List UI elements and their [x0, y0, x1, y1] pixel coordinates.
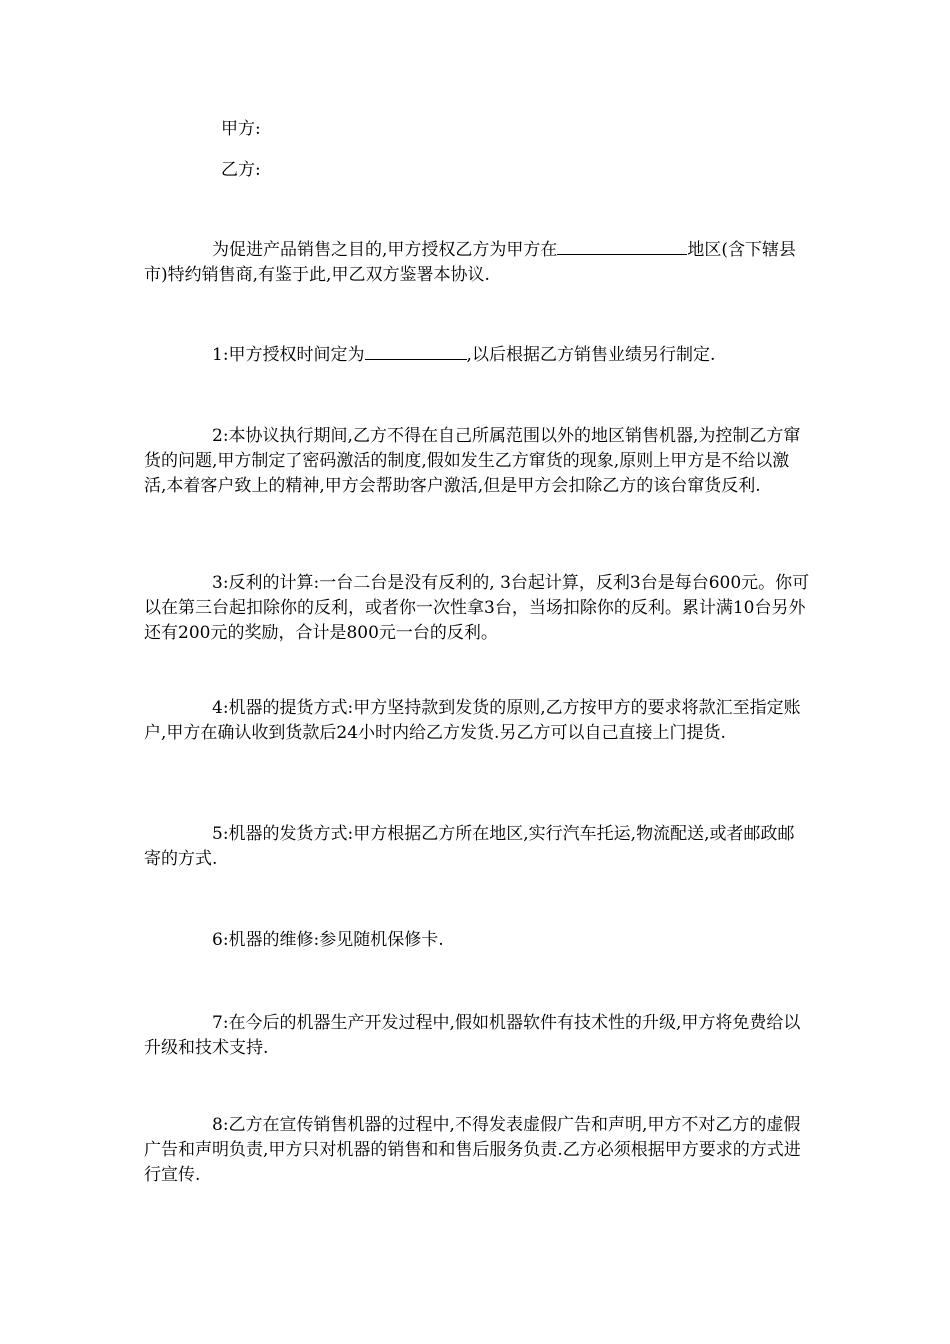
clause-7: 7:在今后的机器生产开发过程中,假如机器软件有技术性的升级,甲方将免费给以升级和技术支持. — [144, 1013, 801, 1058]
clause-2: 2:本协议执行期间,乙方不得在自己所属范围以外的地区销售机器,为控制乙方窜货的问题,甲方制定了密码激活的制度,假如发生乙方窜货的现象,原则上甲方是不给以激活,本着客户致上的精神,甲方会帮助客户激活,但是甲方会扣除乙方的该台窜货反利. — [144, 426, 801, 496]
clause-8: 8:乙方在宣传销售机器的过程中,不得发表虚假广告和声明,甲方不对乙方的虚假广告和声明负责,甲方只对机器的销售和和售后服务负责.乙方必须根据甲方要求的方式进行宣传. — [144, 1115, 801, 1185]
clause-5: 5:机器的发货方式:甲方根据乙方所在地区,实行汽车托运,物流配送,或者邮政邮寄的方式. — [144, 824, 795, 869]
intro-text-after: 地区(含下辖县市)特约销售商,有鉴于此,甲乙双方鉴署本协议. — [144, 240, 797, 285]
intro-paragraph — [144, 238, 810, 288]
clause-4: 4:机器的提货方式:甲方坚持款到发货的原则,乙方按甲方的要求将款汇至指定账户,甲方在确认收到货款后24小时内给乙方发货.另乙方可以自己直接上门提货. — [144, 698, 801, 743]
region-blank — [557, 238, 687, 255]
party-b-label: 乙方: — [221, 160, 261, 180]
clause-1 — [144, 343, 810, 368]
intro-text-before: 为促进产品销售之目的,甲方授权乙方为甲方在 — [212, 240, 558, 260]
period-blank — [365, 343, 467, 360]
clause-1-text-before: 1:甲方授权时间定为 — [212, 345, 365, 365]
clause-6: 6:机器的维修:参见随机保修卡. — [212, 930, 444, 950]
clause-3: 3:反利的计算:一台二台是没有反利的, 3台起计算，反利3台是每台600元。你可以在第三台起扣除你的反利，或者你一次性拿3台，当场扣除你的反利。累计满10台另外还有200元的奖励，合计是800元一台的反利。 — [144, 573, 810, 643]
party-a-label: 甲方: — [221, 119, 261, 139]
clause-1-text-after: ,以后根据乙方销售业绩另行制定. — [466, 345, 716, 365]
